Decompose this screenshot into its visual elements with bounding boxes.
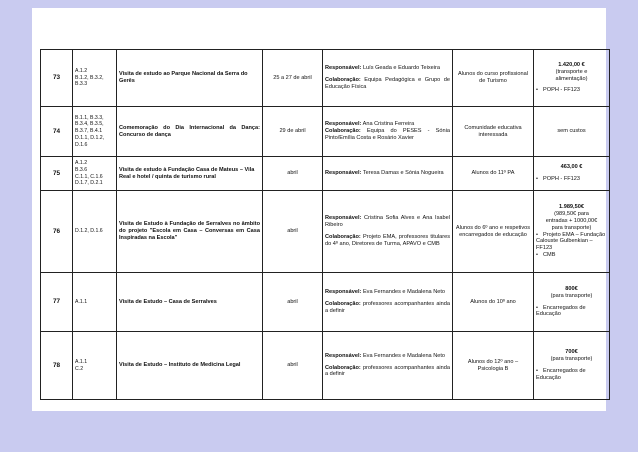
objective-code: C.1.1, C.1.6 [75, 173, 103, 180]
cost-detail: (para transporte) [550, 292, 593, 299]
responsible-cell [323, 332, 453, 400]
responsible-label: Responsável: [325, 289, 362, 296]
funding-source [536, 252, 607, 259]
cost-detail: para transporte) [551, 224, 592, 231]
objective-code: B.3.6 [75, 166, 88, 173]
objectives-cell [73, 273, 117, 332]
activity-date: abril [263, 157, 323, 191]
responsible-names: Ana Cristina Ferreira [362, 121, 415, 128]
objective-code: A.1.2 [75, 160, 88, 166]
table-row [41, 191, 610, 273]
activity-date: abril [263, 332, 323, 400]
responsible-label: Responsável: [325, 352, 362, 359]
objective-code: A.1.1 [75, 298, 88, 305]
responsible-label: Responsável: [325, 215, 362, 222]
bullet-icon: • [536, 231, 538, 238]
cost-text: sem custos [557, 128, 586, 134]
table-row [41, 107, 610, 157]
responsible-names: Teresa Damas e Sónia Nogueira [362, 170, 444, 176]
collaboration-label: Colaboração: [325, 301, 361, 307]
responsible-names: Luís Geada e Eduardo Teixeira [362, 65, 440, 72]
cost-detail: (para transporte) [550, 356, 593, 363]
activity-title: Visita de estudo ao Parque Nacional da Serra do Gerês [117, 50, 263, 107]
collaboration-label: Colaboração: [325, 364, 361, 371]
collaboration-line [325, 77, 450, 91]
cost-cell [534, 332, 610, 400]
cost-cell [534, 191, 610, 273]
responsible-line [325, 170, 450, 177]
activity-number: 77 [41, 273, 73, 332]
bullet-icon: • [536, 368, 538, 374]
objective-code: B.3.4, B.3.5, [75, 121, 104, 128]
responsible-cell [323, 191, 453, 273]
funding-source-text: POPH - FF123 [543, 87, 580, 94]
objective-code: B.3.7, B.4.1 [75, 128, 103, 135]
activity-title: Visita de estudo à Fundação Casa de Mateus – Vila Real e hotel / quinta de turismo rural [117, 157, 263, 191]
objective-code: D.1.7, D.2.1 [75, 180, 103, 187]
funding-source-text: Encarregados de Educação [536, 304, 586, 318]
objective-code: B.3.3 [75, 81, 88, 88]
cost-detail: (transporte e [555, 68, 588, 75]
funding-source [536, 232, 607, 253]
cost-amount: 700€ [565, 349, 578, 356]
responsible-label: Responsável: [325, 121, 362, 128]
funding-source-text: CMB [543, 252, 556, 259]
cost-cell [534, 273, 610, 332]
activity-title: Comemoração do Dia Internacional da Dança: Concurso de dança [117, 107, 263, 157]
collaboration-label: Colaboração: [325, 234, 361, 240]
bullet-icon: • [536, 176, 538, 182]
collaboration-line [325, 365, 450, 379]
funding-source [536, 87, 607, 94]
table-row [41, 157, 610, 191]
responsible-line [325, 65, 450, 72]
activity-date: abril [263, 273, 323, 332]
objective-code: D.1.6 [75, 141, 88, 148]
responsible-cell [323, 50, 453, 107]
activity-title: Visita de Estudo à Fundação de Serralves no âmbito do projeto "Escola em Casa – Conversas em Casa Inspiradas na Escola" [117, 191, 263, 273]
activity-number: 76 [41, 191, 73, 273]
activity-title: Visita de Estudo – Casa de Serralves [117, 273, 263, 332]
cost-cell [534, 107, 610, 157]
target-audience: Comunidade educativa interessada [453, 107, 534, 157]
objectives-cell [73, 332, 117, 400]
target-audience: Alunos do 6º ano e respetivos encarregados de educação [453, 191, 534, 273]
activity-number: 75 [41, 157, 73, 191]
objective-code: B.1.2, B.3.2, [75, 74, 104, 81]
collaboration-names: Equipa do PESES - Sónia Pinto/Emília Costa e Rosário Xavier [325, 128, 450, 141]
collaboration-label: Colaboração: [325, 128, 361, 134]
responsible-cell [323, 273, 453, 332]
cost-amount: 1.989,50€ [559, 203, 584, 210]
cost-detail: entradas + 1000,00€ [545, 217, 598, 224]
collaboration-line [325, 234, 450, 248]
cost-amount: 1.420,00 € [558, 61, 585, 68]
funding-source [536, 305, 607, 319]
responsible-line [325, 121, 450, 128]
table-row [41, 273, 610, 332]
objective-code: D.1.1, D.1.2, [75, 134, 105, 141]
activity-title: Visita de Estudo – Instituto de Medicina Legal [117, 332, 263, 400]
collaboration-names: Equipa Pedagógica e Grupo de Educação Física [325, 77, 450, 90]
collaboration-names: professores acompanhantes ainda a definir [325, 364, 451, 378]
cost-amount: 800€ [565, 285, 578, 292]
collaboration-names: professores acompanhantes ainda a definir [325, 301, 451, 314]
target-audience: Alunos do 12º ano – Psicologia B [453, 332, 534, 400]
target-audience: Alunos do curso profissional de Turismo [453, 50, 534, 107]
cost-cell [534, 157, 610, 191]
target-audience: Alunos do 11º PA [453, 157, 534, 191]
cost-cell [534, 50, 610, 107]
responsible-label: Responsável: [325, 65, 362, 72]
table-row [41, 332, 610, 400]
objectives-cell [73, 107, 117, 157]
document-page [32, 8, 606, 411]
objective-code: D.1.2, D.1.6 [75, 228, 103, 235]
objectives-cell [73, 191, 117, 273]
responsible-line [325, 353, 450, 360]
activity-number: 74 [41, 107, 73, 157]
responsible-label: Responsável: [325, 170, 362, 176]
responsible-line [325, 215, 450, 229]
responsible-cell [323, 107, 453, 157]
bullet-icon: • [536, 304, 538, 311]
collaboration-line [325, 301, 450, 315]
funding-source-text: POPH - FF123 [543, 176, 580, 182]
objectives-cell [73, 50, 117, 107]
objective-code: A.1.1 [75, 358, 88, 365]
activity-plan-table [40, 49, 610, 400]
responsible-names: Eva Fernandes e Madalena Neto [362, 352, 446, 359]
objective-code: C.2 [75, 365, 84, 372]
activity-date: 25 a 27 de abril [263, 50, 323, 107]
funding-source-text: Projeto EMA – Fundação Calouste Gulbenkian – FF123 [536, 231, 606, 252]
cost-detail: alimentação) [555, 75, 588, 82]
cost-amount: 463,00 € [560, 164, 583, 171]
bullet-icon: • [536, 252, 538, 259]
activity-date: abril [263, 191, 323, 273]
cost-detail: (989,50€ para [554, 210, 589, 217]
funding-source [536, 368, 607, 382]
responsible-cell [323, 157, 453, 191]
activity-date: 29 de abril [263, 107, 323, 157]
funding-source [536, 176, 607, 183]
target-audience: Alunos do 10º ano [453, 273, 534, 332]
responsible-names: Cristina Sofia Alves e Ana Isabel Ribeiro [325, 215, 450, 229]
objectives-cell [73, 157, 117, 191]
activity-number: 78 [41, 332, 73, 400]
table-row [41, 50, 610, 107]
objective-code: A.1.2 [75, 67, 88, 74]
responsible-line [325, 289, 450, 296]
bullet-icon: • [536, 87, 538, 94]
collaboration-names: Projeto EMA, professores titulares do 4º ano, Diretores de Turma, APAVO e CMB [325, 234, 450, 247]
collaboration-line [325, 128, 450, 142]
objective-code: B.1.1, B.3.3, [75, 114, 104, 121]
collaboration-label: Colaboração: [325, 77, 361, 83]
responsible-names: Eva Fernandes e Madalena Neto [362, 289, 446, 296]
funding-source-text: Encarregados de Educação [536, 368, 586, 381]
activity-number: 73 [41, 50, 73, 107]
